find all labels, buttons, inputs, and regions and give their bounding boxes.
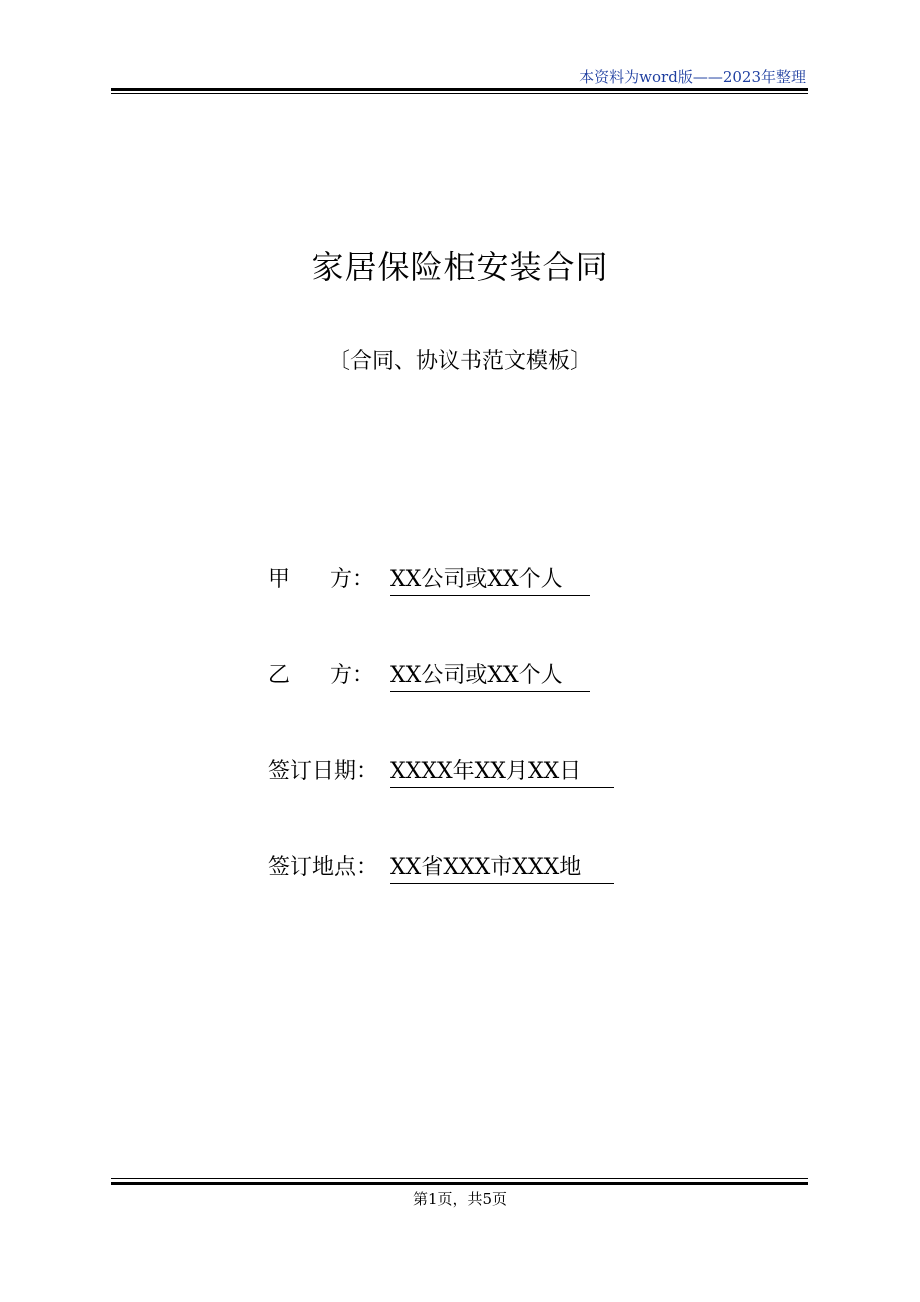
document-title: 家居保险柜安装合同 (311, 248, 609, 286)
header-rule-thin (111, 93, 808, 94)
signing-date-value: XXXX年XX月XX日 (390, 754, 614, 788)
page-indicator: 第1页，共5页 (412, 1190, 508, 1208)
party-b-field (268, 658, 590, 688)
party-a-label-char: 甲 (268, 567, 291, 592)
party-a-label (268, 562, 374, 593)
signing-date-field (268, 754, 614, 784)
party-b-label-suffix: 方： (329, 663, 374, 688)
footer-rule-thin (111, 1178, 808, 1179)
header-note: 本资料为word版——2023年整理 (579, 68, 806, 86)
signing-place-value: XX省XXX市XXX地 (390, 850, 614, 884)
signing-place-field (268, 850, 614, 880)
document-subtitle: 〔合同、协议书范文模板〕 (327, 349, 592, 374)
party-a-label-suffix: 方： (329, 567, 374, 592)
header-rule-thick (111, 88, 808, 91)
signing-place-label: 签订地点： (268, 855, 379, 880)
signing-date-label: 签订日期： (268, 759, 379, 784)
party-a-field (268, 562, 590, 592)
party-b-value: XX公司或XX个人 (390, 658, 590, 692)
party-b-label-char: 乙 (268, 663, 291, 688)
party-a-value: XX公司或XX个人 (390, 562, 590, 596)
footer-rule-thick (111, 1182, 808, 1185)
party-b-label (268, 658, 374, 689)
